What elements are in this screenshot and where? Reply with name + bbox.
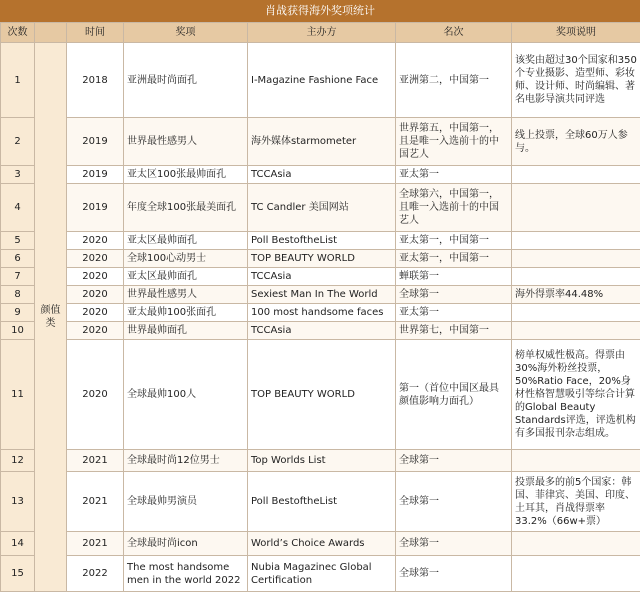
row-number: 6 [1, 250, 35, 268]
row-organizer: World’s Choice Awards [248, 532, 396, 556]
row-year: 2019 [67, 184, 124, 232]
row-note [512, 322, 640, 340]
category-cell: 颜值类 [35, 43, 67, 592]
row-rank: 亚太第一，中国第一 [396, 232, 512, 250]
row-rank: 世界第五，中国第一，且是唯一入选前十的中国艺人 [396, 118, 512, 166]
row-number: 4 [1, 184, 35, 232]
row-rank: 全球第六，中国第一，且唯一入选前十的中国艺人 [396, 184, 512, 232]
row-year: 2021 [67, 532, 124, 556]
col-header-rank: 名次 [396, 23, 512, 43]
table-row [1, 166, 640, 184]
header-row [1, 23, 640, 43]
row-year: 2021 [67, 472, 124, 532]
table-row [1, 472, 640, 532]
row-note [512, 304, 640, 322]
table-row [1, 322, 640, 340]
sheet-title: 肖战获得海外奖项统计 [0, 0, 640, 22]
row-year: 2020 [67, 340, 124, 450]
table-row [1, 340, 640, 450]
row-note: 海外得票率44.48% [512, 286, 640, 304]
row-rank: 全球第一 [396, 532, 512, 556]
row-number: 15 [1, 556, 35, 592]
row-number: 3 [1, 166, 35, 184]
row-note [512, 268, 640, 286]
row-award: 全球最帅男演员 [124, 472, 248, 532]
row-note [512, 556, 640, 592]
row-year: 2020 [67, 250, 124, 268]
row-note: 投票最多的前5个国家：韩国、菲律宾、美国、印度、土耳其，肖战得票率33.2%（66w+票） [512, 472, 640, 532]
row-organizer: Poll BestoftheList [248, 472, 396, 532]
row-rank: 第一（首位中国区最具颜值影响力面孔） [396, 340, 512, 450]
row-award: 全球最时尚12位男士 [124, 450, 248, 472]
row-year: 2020 [67, 322, 124, 340]
row-year: 2019 [67, 118, 124, 166]
row-rank: 全球第一 [396, 472, 512, 532]
row-organizer: TOP BEAUTY WORLD [248, 340, 396, 450]
row-rank: 蝉联第一 [396, 268, 512, 286]
row-rank: 亚洲第二，中国第一 [396, 43, 512, 118]
col-header-count: 次数 [1, 23, 35, 43]
row-year: 2021 [67, 450, 124, 472]
row-year: 2022 [67, 556, 124, 592]
table-row [1, 304, 640, 322]
row-year: 2020 [67, 304, 124, 322]
row-award: 亚太最帅100张面孔 [124, 304, 248, 322]
row-note [512, 532, 640, 556]
awards-table [0, 22, 640, 592]
col-header-year: 时间 [67, 23, 124, 43]
row-award: 亚洲最时尚面孔 [124, 43, 248, 118]
row-rank: 全球第一 [396, 556, 512, 592]
row-organizer: Sexiest Man In The World [248, 286, 396, 304]
row-rank: 亚太第一 [396, 166, 512, 184]
row-organizer: TC Candler 美国网站 [248, 184, 396, 232]
row-number: 13 [1, 472, 35, 532]
row-year: 2019 [67, 166, 124, 184]
table-row [1, 250, 640, 268]
row-organizer: Nubia Magazinec Global Certification [248, 556, 396, 592]
row-rank: 世界第七，中国第一 [396, 322, 512, 340]
row-note: 该奖由超过30个国家和350个专业摄影、造型师、彩妆师、设计师、时尚编辑、著名电影导演共同评选 [512, 43, 640, 118]
row-number: 5 [1, 232, 35, 250]
table-row [1, 532, 640, 556]
row-rank: 亚太第一，中国第一 [396, 250, 512, 268]
row-award: 全球最帅100人 [124, 340, 248, 450]
row-award: 世界最性感男人 [124, 118, 248, 166]
table-row [1, 286, 640, 304]
row-year: 2020 [67, 286, 124, 304]
row-number: 1 [1, 43, 35, 118]
row-organizer: Top Worlds List [248, 450, 396, 472]
row-award: 亚太区100张最帅面孔 [124, 166, 248, 184]
col-header-note: 奖项说明 [512, 23, 640, 43]
row-number: 8 [1, 286, 35, 304]
row-award: 年度全球100张最美面孔 [124, 184, 248, 232]
row-year: 2020 [67, 268, 124, 286]
row-award: 世界最性感男人 [124, 286, 248, 304]
table-row [1, 232, 640, 250]
row-note [512, 166, 640, 184]
row-rank: 全球第一 [396, 286, 512, 304]
row-award: 全球100心动男士 [124, 250, 248, 268]
row-note: 线上投票，全球60万人参与。 [512, 118, 640, 166]
row-number: 9 [1, 304, 35, 322]
row-number: 2 [1, 118, 35, 166]
row-rank: 全球第一 [396, 450, 512, 472]
row-year: 2020 [67, 232, 124, 250]
row-organizer: TCCAsia [248, 268, 396, 286]
row-organizer: 100 most handsome faces [248, 304, 396, 322]
row-organizer: TCCAsia [248, 322, 396, 340]
col-header-award: 奖项 [124, 23, 248, 43]
row-award: The most handsome men in the world 2022 [124, 556, 248, 592]
row-award: 世界最帅面孔 [124, 322, 248, 340]
table-row [1, 43, 640, 118]
table-row [1, 268, 640, 286]
row-number: 14 [1, 532, 35, 556]
row-note [512, 450, 640, 472]
row-number: 11 [1, 340, 35, 450]
row-organizer: TOP BEAUTY WORLD [248, 250, 396, 268]
row-award: 亚太区最帅面孔 [124, 268, 248, 286]
row-note [512, 250, 640, 268]
row-organizer: I-Magazine Fashione Face [248, 43, 396, 118]
row-note: 榜单权威性极高。得票由30%海外粉丝投票，50%Ratio Face，20%身材性格智慧吸引等综合计算的Global Beauty Standards评选，评选机构有多国报刊杂志组成。 [512, 340, 640, 450]
row-year: 2018 [67, 43, 124, 118]
table-row [1, 556, 640, 592]
table-row [1, 118, 640, 166]
row-organizer: TCCAsia [248, 166, 396, 184]
row-rank: 亚太第一 [396, 304, 512, 322]
row-number: 7 [1, 268, 35, 286]
row-award: 全球最时尚icon [124, 532, 248, 556]
row-note [512, 184, 640, 232]
row-award: 亚太区最帅面孔 [124, 232, 248, 250]
row-number: 10 [1, 322, 35, 340]
table-row [1, 450, 640, 472]
table-row [1, 184, 640, 232]
col-header-category [35, 23, 67, 43]
col-header-organizer: 主办方 [248, 23, 396, 43]
row-number: 12 [1, 450, 35, 472]
row-organizer: 海外媒体starmometer [248, 118, 396, 166]
row-note [512, 232, 640, 250]
row-organizer: Poll BestoftheList [248, 232, 396, 250]
